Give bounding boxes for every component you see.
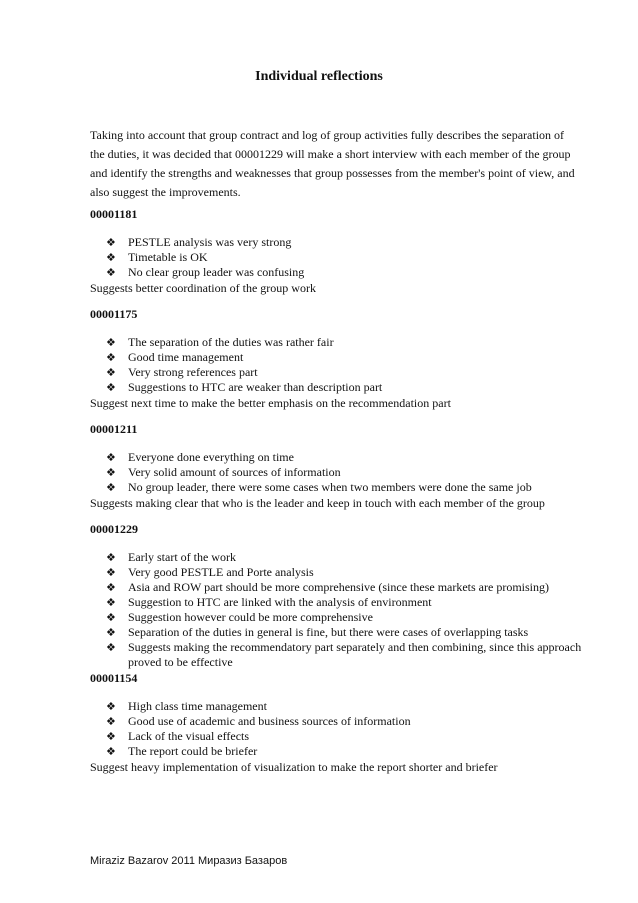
feedback-item xyxy=(90,235,590,250)
reflections-list xyxy=(90,206,590,785)
diamond-bullet-icon: ❖ xyxy=(106,596,116,609)
diamond-bullet-icon: ❖ xyxy=(106,626,116,639)
feedback-item xyxy=(90,265,590,280)
diamond-bullet-icon: ❖ xyxy=(106,381,116,394)
diamond-bullet-icon: ❖ xyxy=(106,551,116,564)
feedback-text: Lack of the visual effects xyxy=(128,729,250,743)
member-reflection xyxy=(90,306,590,412)
diamond-bullet-icon: ❖ xyxy=(106,366,116,379)
diamond-bullet-icon: ❖ xyxy=(106,481,116,494)
diamond-bullet-icon: ❖ xyxy=(106,715,116,728)
feedback-text: Suggestions to HTC are weaker than description part xyxy=(128,380,383,394)
feedback-text: High class time management xyxy=(128,699,267,713)
feedback-item xyxy=(90,565,590,580)
diamond-bullet-icon: ❖ xyxy=(106,336,116,349)
feedback-list xyxy=(90,450,590,495)
feedback-item xyxy=(90,625,590,640)
feedback-text: Asia and ROW part should be more comprehensive (since these markets are promising) xyxy=(128,580,549,594)
feedback-item xyxy=(90,380,590,395)
suggestion-text: Suggest heavy implementation of visualization to make the report shorter and briefer xyxy=(90,760,498,774)
diamond-bullet-icon: ❖ xyxy=(106,236,116,249)
diamond-bullet-icon: ❖ xyxy=(106,266,116,279)
member-id-heading: 00001211 xyxy=(90,422,138,436)
feedback-item xyxy=(90,365,590,380)
feedback-item xyxy=(90,550,590,565)
diamond-bullet-icon: ❖ xyxy=(106,730,116,743)
feedback-text: PESTLE analysis was very strong xyxy=(128,235,292,249)
diamond-bullet-icon: ❖ xyxy=(106,451,116,464)
diamond-bullet-icon: ❖ xyxy=(106,466,116,479)
member-reflection xyxy=(90,670,590,776)
feedback-item xyxy=(90,595,590,610)
member-reflection xyxy=(90,206,590,297)
suggestion-text: Suggests making clear that who is the leader and keep in touch with each member of the group xyxy=(90,496,545,510)
feedback-text: Very good PESTLE and Porte analysis xyxy=(128,565,314,579)
feedback-item xyxy=(90,729,590,744)
feedback-text: Very solid amount of sources of information xyxy=(128,465,341,479)
feedback-item xyxy=(90,714,590,729)
feedback-text: Separation of the duties in general is fine, but there were cases of overlapping tasks xyxy=(128,625,529,639)
feedback-item xyxy=(90,744,590,759)
feedback-list xyxy=(90,699,590,759)
feedback-text: No group leader, there were some cases when two members were done the same job xyxy=(128,480,532,494)
diamond-bullet-icon: ❖ xyxy=(106,700,116,713)
feedback-item xyxy=(90,465,590,480)
diamond-bullet-icon: ❖ xyxy=(106,566,116,579)
feedback-item xyxy=(90,699,590,714)
diamond-bullet-icon: ❖ xyxy=(106,745,116,758)
feedback-list xyxy=(90,235,590,280)
feedback-text: Suggests making the recommendatory part separately and then combining, since this approach proved to be effective xyxy=(128,640,582,669)
feedback-item xyxy=(90,480,590,495)
feedback-text: Very strong references part xyxy=(128,365,258,379)
feedback-list xyxy=(90,550,590,670)
feedback-item xyxy=(90,350,590,365)
diamond-bullet-icon: ❖ xyxy=(106,641,116,654)
diamond-bullet-icon: ❖ xyxy=(106,611,116,624)
diamond-bullet-icon: ❖ xyxy=(106,251,116,264)
feedback-item xyxy=(90,250,590,265)
feedback-text: Suggestion however could be more comprehensive xyxy=(128,610,373,624)
feedback-text: The separation of the duties was rather fair xyxy=(128,335,334,349)
feedback-item xyxy=(90,580,590,595)
member-reflection xyxy=(90,521,590,670)
feedback-item xyxy=(90,610,590,625)
diamond-bullet-icon: ❖ xyxy=(106,351,116,364)
feedback-item xyxy=(90,640,590,670)
feedback-text: The report could be briefer xyxy=(128,744,258,758)
page-footer: Miraziz Bazarov 2011 Миразиз Базаров xyxy=(90,855,288,867)
feedback-text: Early start of the work xyxy=(128,550,236,564)
feedback-text: Good use of academic and business sources of information xyxy=(128,714,411,728)
member-id-heading: 00001154 xyxy=(90,671,138,685)
suggestion-text: Suggest next time to make the better emphasis on the recommendation part xyxy=(90,396,451,410)
feedback-list xyxy=(90,335,590,395)
suggestion-text: Suggests better coordination of the group work xyxy=(90,281,316,295)
diamond-bullet-icon: ❖ xyxy=(106,581,116,594)
member-id-heading: 00001181 xyxy=(90,207,138,221)
member-id-heading: 00001229 xyxy=(90,522,138,536)
feedback-item xyxy=(90,450,590,465)
feedback-text: Suggestion to HTC are linked with the analysis of environment xyxy=(128,595,432,609)
feedback-item xyxy=(90,335,590,350)
intro-paragraph: Taking into account that group contract and log of group activities fully describes the separation of the duties, it was decided that 00001229 will make a short interview with each member of the group and identify the strengths and weaknesses that group possesses from the member's point of view, and also suggest the improvements. xyxy=(90,128,575,199)
feedback-text: Everyone done everything on time xyxy=(128,450,294,464)
feedback-text: No clear group leader was confusing xyxy=(128,265,305,279)
feedback-text: Timetable is OK xyxy=(128,250,208,264)
member-reflection xyxy=(90,421,590,512)
feedback-text: Good time management xyxy=(128,350,244,364)
page-title: Individual reflections xyxy=(255,69,383,84)
member-id-heading: 00001175 xyxy=(90,307,138,321)
